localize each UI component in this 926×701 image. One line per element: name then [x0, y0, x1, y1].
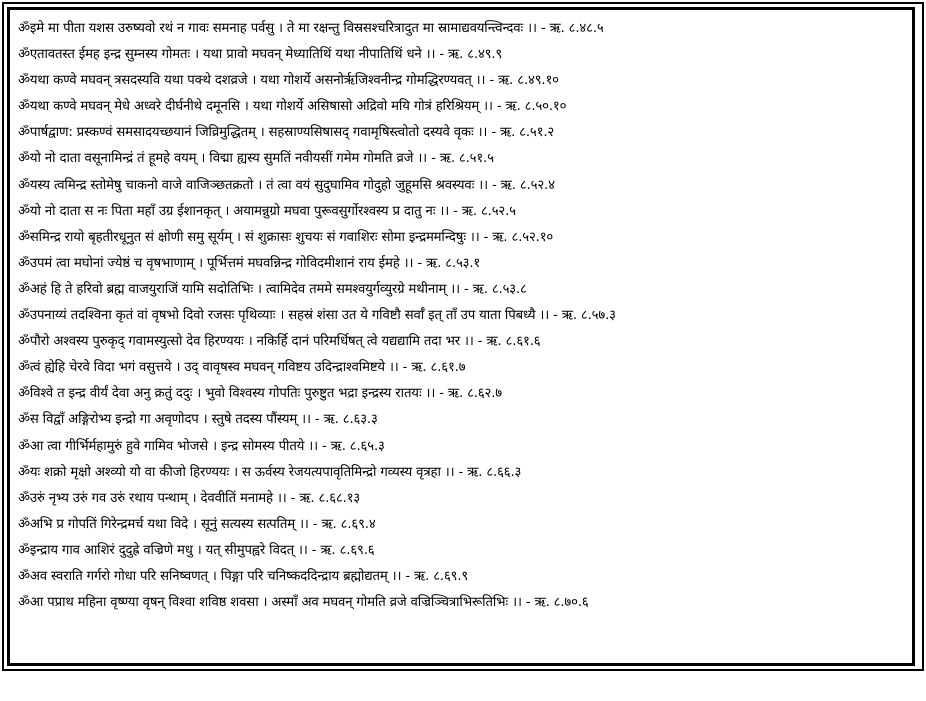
verse-line: ॐपौरो अश्वस्य पुरुकृद् गवामस्युत्सो देव हिरण्ययः । नकिर्हि दानं परिमर्धिषत् त्वे यद्यद्यामि तदा भर ।। - ऋ. ८.६१.६: [18, 334, 541, 350]
verse-list: [18, 16, 908, 616]
verse-line: ॐउरुं नृभ्य उरुं गव उरुं रथाय पन्थाम् । देववीतिं मनामहे ।। - ऋ. ८.६८.१३: [18, 490, 361, 506]
verse-line: ॐयथा कण्वे मघवन् मेधे अध्वरे दीर्घनीथे दमूनसि । यथा गोशर्ये असिषासो अद्रिवो मयि गोत्रं हरिश्रियम् ।। - ऋ. ८.५०.१०: [18, 99, 567, 115]
verse-line: ॐएतावतस्त ईमह इन्द्र सुम्नस्य गोमतः । यथा प्रावो मघवन् मेध्यातिथिं यथा नीपातिथिं धने ।। - ऋ. ८.४९.९: [18, 47, 503, 63]
verse-line: ॐयो नो दाता वसूनामिन्द्रं तं हूमहे वयम् । विद्मा ह्यस्य सुमतिं नवीयसीं गमेम गोमति व्रजे ।। - ऋ. ८.५१.५: [18, 151, 494, 167]
verse-line: ॐयस्य त्वमिन्द्र स्तोमेषु चाकनो वाजे वाजिञ्छतक्रतो । तं त्वा वयं सुदुघामिव गोदुहो जुहूमसि श्रवस्यवः ।। - ऋ. ८.५२.४: [18, 177, 555, 193]
verse-line: ॐयः शक्रो मृक्षो अश्व्यो यो वा कीजो हिरण्ययः । स ऊर्वस्य रेजयत्यपावृतिमिन्द्रो गव्यस्य वृत्रहा ।। - ऋ. ८.६६.३: [18, 464, 522, 480]
verse-line: ॐपार्षद्वाण: प्रस्कण्वं समसादयच्छयानं जिव्रिमुद्धितम् । सहस्राण्यसिषासद् गवामृषिस्त्वोतो दस्यवे वृकः ।। - ऋ. ८.५१.२: [18, 125, 555, 141]
verse-line: ॐअहं हि ते हरिवो ब्रह्म वाजयुराजिं यामि सदोतिभिः । त्वामिदेव तममे समश्वयुर्गव्युरग्रे मथीनाम् ।। - ऋ. ८.५३.८: [18, 281, 527, 297]
verse-line: ॐआ पप्राथ महिना वृष्ण्या वृषन् विश्वा शविष्ठ शवसा । अस्माँ अव मघवन् गोमति व्रजे वज्रिञ्चित्राभिरूतिभिः ।। - ऋ. ८.७०.६: [18, 595, 589, 611]
verse-line: ॐविश्वे त इन्द्र वीर्यं देवा अनु क्रतुं ददुः । भुवो विश्वस्य गोपतिः पुरुष्टुत भद्रा इन्द्रस्य रातयः ।। - ऋ. ८.६२.७: [18, 386, 502, 402]
verse-line: ॐअभि प्र गोपतिं गिरेन्द्रमर्च यथा विदे । सूनुं सत्यस्य सत्पतिम् ।। - ऋ. ८.६९.४: [18, 516, 376, 532]
verse-panel: [7, 7, 915, 666]
verse-line: ॐत्वं ह्येहि चेरवे विदा भगं वसुत्तये । उद् वावृषस्व मघवन् गविष्टय उदिन्द्राश्वमिष्टये ।। - ऋ. ८.६१.७: [18, 360, 466, 376]
verse-line: ॐउपनाय्यं तदश्विना कृतं वां वृषभो दिवो रजसः पृथिव्याः । सहस्रं शंसा उत ये गविष्टौ सर्वाँ इत् ताँ उप याता पिबध्यै ।। - ऋ. ८.५७.३: [18, 308, 616, 324]
verse-line: ॐउपमं त्वा मघोनां ज्येष्ठं च वृषभाणाम् । पूर्भित्तमं मघवन्निन्द्र गोविदमीशानं राय ईमहे ।। - ऋ. ८.५३.१: [18, 255, 481, 271]
verse-line: ॐइमे मा पीता यशस उरुष्यवो रथं न गावः समनाह पर्वसु । ते मा रक्षन्तु विस्रसश्चरित्रादुत मा स्रामाद्यवयन्त्विन्दवः ।। - ऋ. ८.४८.५: [18, 21, 604, 36]
verse-line: ॐआ त्वा गीर्भिर्महामुरुं हुवे गामिव भोजसे । इन्द्र सोमस्य पीतये ।। - ऋ. ८.६५.३: [18, 438, 385, 454]
verse-line: ॐयथा कण्वे मघवन् त्रसदस्यवि यथा पक्थे दशव्रजे । यथा गोशर्ये असनोर्ऋजिश्वनीन्द्र गोमद्धिरण्यवत् ।। - ऋ. ८.४९.१०: [18, 73, 559, 89]
verse-line: ॐइन्द्राय गाव आशिरं दुदुह्रे वज्रिणे मधु । यत् सीमुपह्वरे विदत् ।। - ऋ. ८.६९.६: [18, 542, 375, 558]
verse-line: ॐयो नो दाता स नः पिता महाँ उग्र ईशानकृत् । अयामन्नुग्रो मघवा पुरूवसुर्गोरश्वस्य प्र दातु नः ।। - ऋ. ८.५२.५: [18, 203, 516, 219]
verse-line: ॐसमिन्द्र रायो बृहतीरधूनुत सं क्षोणी समु सूर्यम् । सं शुक्रासः शुचयः सं गवाशिरः सोमा इन्द्रममन्दिषुः ।। - ऋ. ८.५२.१०: [18, 229, 554, 245]
verse-line: ॐअव स्वराति गर्गरो गोधा परि सनिष्वणत् । पिङ्गा परि चनिष्कददिन्द्राय ब्रह्मोद्यतम् ।। - ऋ. ८.६९.९: [18, 568, 469, 584]
verse-line: ॐस विद्वाँ अङ्गिरोभ्य इन्द्रो गा अवृणोदप । स्तुषे तदस्य पौंस्यम् ।। - ऋ. ८.६३.३: [18, 412, 378, 428]
